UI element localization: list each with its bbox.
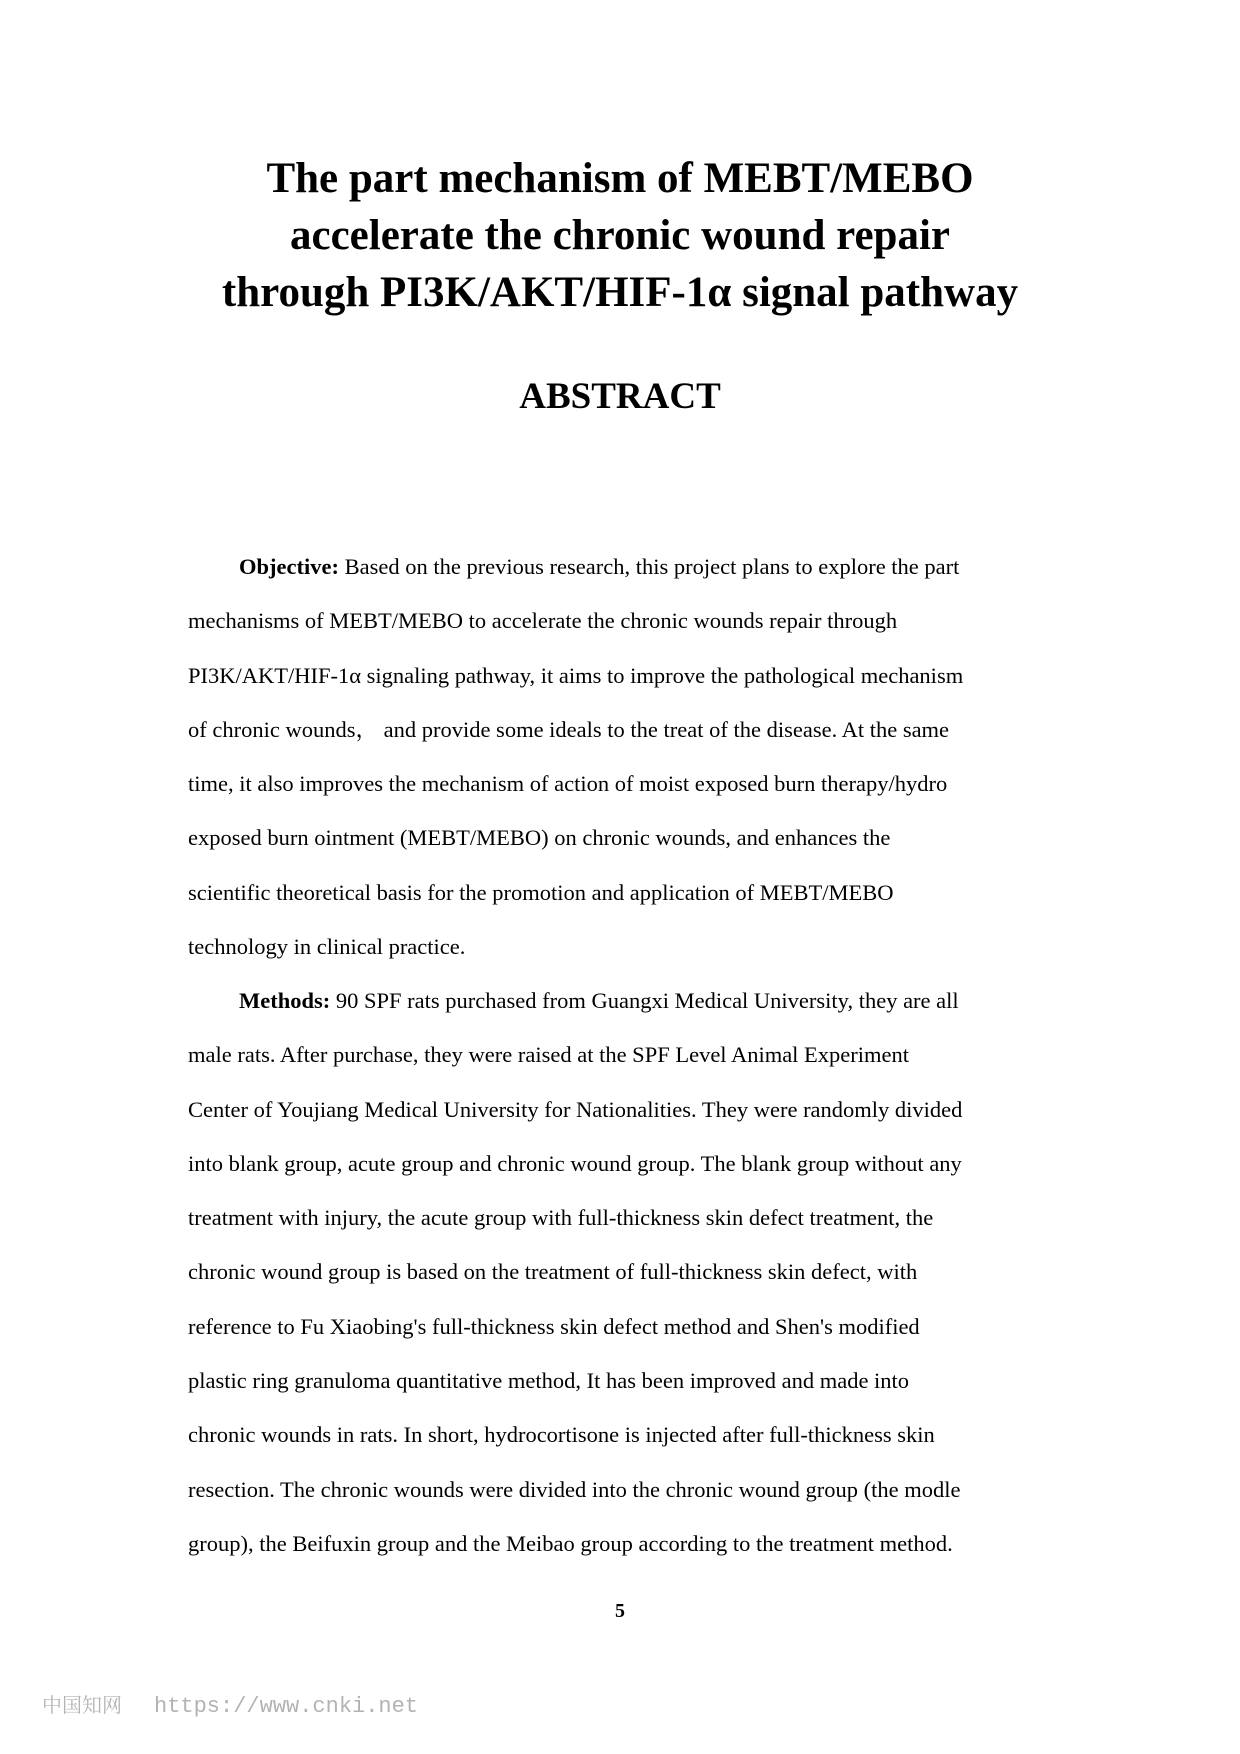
methods-paragraph <box>188 974 1058 1571</box>
paragraph-text: Based on the previous research, this project plans to explore the part <box>338 554 960 579</box>
paragraph-line: into blank group, acute group and chronic wound group. The blank group without any <box>188 1150 962 1176</box>
title-line: The part mechanism of MEBT/MEBO <box>266 155 974 202</box>
paragraph-line: of chronic wounds， and provide some ideals to the treat of the disease. At the same <box>188 716 950 742</box>
paragraph-line: treatment with injury, the acute group with full-thickness skin defect treatment, the <box>188 1205 934 1231</box>
paragraph-line <box>188 540 1058 594</box>
paragraph-line: reference to Fu Xiaobing's full-thickness skin defect method and Shen's modified <box>188 1313 920 1339</box>
paragraph-line: mechanisms of MEBT/MEBO to accelerate the chronic wounds repair through <box>188 608 898 634</box>
paragraph-line: resection. The chronic wounds were divided into the chronic wound group (the modle <box>188 1476 961 1502</box>
objective-paragraph <box>188 540 1058 974</box>
paragraph-line: male rats. After purchase, they were raised at the SPF Level Animal Experiment <box>188 1042 910 1068</box>
watermark-url: https://www.cnki.net <box>154 1694 419 1719</box>
paragraph-line: chronic wounds in rats. In short, hydrocortisone is injected after full-thickness skin <box>188 1422 935 1448</box>
paragraph-line: plastic ring granuloma quantitative method, It has been improved and made into <box>188 1368 910 1394</box>
title-line: through PI3K/AKT/HIF-1α signal pathway <box>221 269 1019 316</box>
paragraph-line: scientific theoretical basis for the promotion and application of MEBT/MEBO <box>188 879 894 905</box>
paper-title <box>120 150 1120 321</box>
title-line: accelerate the chronic wound repair <box>290 212 950 259</box>
methods-label: Methods: <box>239 988 331 1013</box>
abstract-heading: ABSTRACT <box>519 376 721 417</box>
paragraph-line: PI3K/AKT/HIF-1α signaling pathway, it aims to improve the pathological mechanism <box>188 662 964 688</box>
paragraph-line <box>188 974 1058 1028</box>
paragraph-line: exposed burn ointment (MEBT/MEBO) on chronic wounds, and enhances the <box>188 825 891 851</box>
paragraph-text: 90 SPF rats purchased from Guangxi Medical University, they are all <box>330 988 959 1013</box>
paragraph-line: chronic wound group is based on the treatment of full-thickness skin defect, with <box>188 1259 918 1285</box>
paragraph-line: group), the Beifuxin group and the Meibao group according to the treatment method. <box>188 1530 953 1556</box>
objective-label: Objective: <box>239 554 339 579</box>
paragraph-line: time, it also improves the mechanism of action of moist exposed burn therapy/hydro <box>188 771 948 797</box>
watermark <box>42 1692 418 1720</box>
watermark-site-name: 中国知网 <box>42 1693 122 1717</box>
paragraph-line: technology in clinical practice. <box>188 934 466 960</box>
page-number: 5 <box>615 1600 625 1622</box>
paragraph-line: Center of Youjiang Medical University for Nationalities. They were randomly divided <box>188 1096 963 1122</box>
